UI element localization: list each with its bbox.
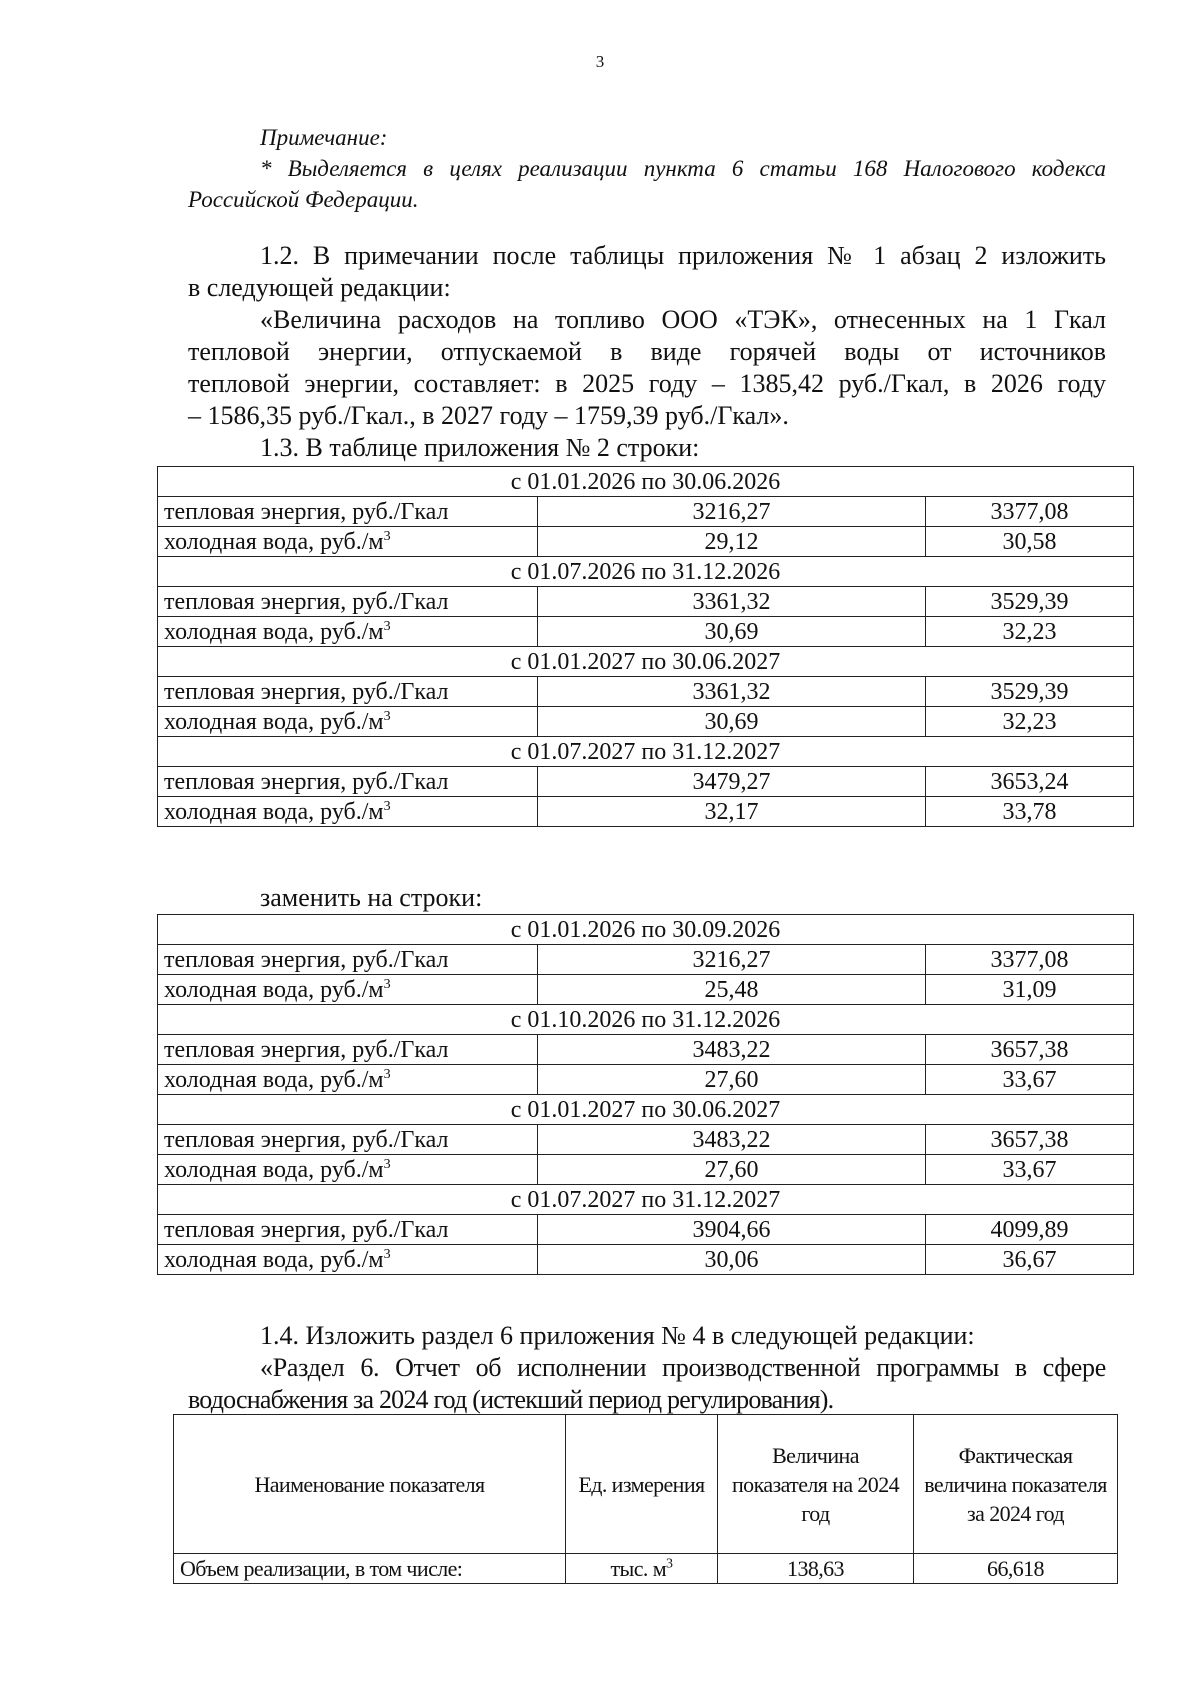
water-row <box>158 707 1134 737</box>
water-row <box>158 617 1134 647</box>
text-line: водоснабжения за 2024 год (истекший период регулирования). <box>188 1385 834 1414</box>
value-cell-1: 3483,22 <box>538 1035 926 1065</box>
paragraph-1-2 <box>188 240 1106 464</box>
period-row <box>158 1005 1134 1035</box>
value-cell-1: 3483,22 <box>538 1125 926 1155</box>
footnote-line: * Выделяется в целях реализации пункта 6 статьи 168 Налогового кодекса <box>260 156 1106 181</box>
label-text: тепловая энергия, руб./Гкал <box>164 498 449 525</box>
value-cell-2: 4099,89 <box>926 1215 1134 1245</box>
value-cell-1: 3361,32 <box>538 677 926 707</box>
value-cell-1: 27,60 <box>538 1155 926 1185</box>
water-row <box>158 1065 1134 1095</box>
text-line: «Величина расходов на топливо ООО «ТЭК», отнесенных на 1 Гкал <box>260 305 1106 334</box>
value-cell-1: 30,69 <box>538 707 926 737</box>
label-text: холодная вода, руб./м <box>164 1246 384 1273</box>
label-text: холодная вода, руб./м <box>164 798 384 825</box>
value-cell-2: 3657,38 <box>926 1125 1134 1155</box>
label-text: тепловая энергия, руб./Гкал <box>164 946 449 973</box>
heat-row <box>158 945 1134 975</box>
label-cell <box>158 677 538 707</box>
superscript: 3 <box>383 976 391 992</box>
period-cell: с 01.10.2026 по 31.12.2026 <box>158 1005 1134 1035</box>
label-cell <box>158 587 538 617</box>
water-row <box>158 975 1134 1005</box>
label-cell <box>158 1065 538 1095</box>
label-text: тепловая энергия, руб./Гкал <box>164 678 449 705</box>
header-cell: Фактическая величина показателя за 2024 год <box>914 1415 1118 1554</box>
label-cell <box>158 975 538 1005</box>
cell-plan: 138,63 <box>718 1554 914 1584</box>
report-row <box>174 1554 1118 1584</box>
period-cell: с 01.01.2026 по 30.09.2026 <box>158 915 1134 945</box>
label-text: тепловая энергия, руб./Гкал <box>164 1126 449 1153</box>
label-cell <box>158 945 538 975</box>
label-cell <box>158 1035 538 1065</box>
value-cell-1: 30,69 <box>538 617 926 647</box>
text-line: 1.3. В таблице приложения № 2 строки: <box>260 433 700 462</box>
label-text: тепловая энергия, руб./Гкал <box>164 1036 449 1063</box>
label-text: холодная вода, руб./м <box>164 618 384 645</box>
superscript: 3 <box>383 798 391 814</box>
value-cell-1: 32,17 <box>538 797 926 827</box>
superscript: 3 <box>666 1556 673 1572</box>
value-cell-2: 32,23 <box>926 617 1134 647</box>
cell-unit <box>566 1554 718 1584</box>
header-cell: Величина показателя на 2024 год <box>718 1415 914 1554</box>
period-row <box>158 915 1134 945</box>
heat-row <box>158 1125 1134 1155</box>
label-cell <box>158 527 538 557</box>
footnote-title: Примечание: <box>260 125 388 150</box>
label-text: холодная вода, руб./м <box>164 708 384 735</box>
period-row <box>158 467 1134 497</box>
unit-text: тыс. м <box>610 1556 667 1581</box>
value-cell-1: 3361,32 <box>538 587 926 617</box>
replace-label <box>188 882 1106 914</box>
period-row <box>158 647 1134 677</box>
value-cell-2: 33,67 <box>926 1155 1134 1185</box>
value-cell-1: 3216,27 <box>538 497 926 527</box>
header-cell: Ед. измерения <box>566 1415 718 1554</box>
period-row <box>158 557 1134 587</box>
text-line: в следующей редакции: <box>188 273 451 302</box>
value-cell-2: 3529,39 <box>926 677 1134 707</box>
value-cell-2: 36,67 <box>926 1245 1134 1275</box>
text-line: тепловой энергии, составляет: в 2025 году – 1385,42 руб./Гкал, в 2026 году <box>188 369 1106 398</box>
value-cell-2: 33,78 <box>926 797 1134 827</box>
cell-fact: 66,618 <box>914 1554 1118 1584</box>
page-number: 3 <box>595 52 605 71</box>
text-line: тепловой энергии, отпускаемой в виде горячей воды от источников <box>188 337 1106 366</box>
label-text: холодная вода, руб./м <box>164 1156 384 1183</box>
value-cell-2: 3529,39 <box>926 587 1134 617</box>
label-cell <box>158 497 538 527</box>
superscript: 3 <box>383 708 391 724</box>
label-cell <box>158 1155 538 1185</box>
value-cell-1: 27,60 <box>538 1065 926 1095</box>
heat-row <box>158 1035 1134 1065</box>
value-cell-1: 25,48 <box>538 975 926 1005</box>
value-cell-2: 3657,38 <box>926 1035 1134 1065</box>
label-cell <box>158 1215 538 1245</box>
text-line: 1.2. В примечании после таблицы приложения № 1 абзац 2 изложить <box>260 241 1106 270</box>
heat-row <box>158 677 1134 707</box>
superscript: 3 <box>383 1246 391 1262</box>
water-row <box>158 797 1134 827</box>
label-text: тепловая энергия, руб./Гкал <box>164 768 449 795</box>
report-header-row <box>174 1415 1118 1554</box>
text-line: 1.4. Изложить раздел 6 приложения № 4 в следующей редакции: <box>260 1321 975 1350</box>
value-cell-2: 3377,08 <box>926 497 1134 527</box>
label-cell <box>158 1125 538 1155</box>
label-text: холодная вода, руб./м <box>164 528 384 555</box>
value-cell-2: 3653,24 <box>926 767 1134 797</box>
footnote-line: Российской Федерации. <box>188 187 419 212</box>
water-row <box>158 1245 1134 1275</box>
period-cell: с 01.07.2027 по 31.12.2027 <box>158 737 1134 767</box>
label-text: холодная вода, руб./м <box>164 976 384 1003</box>
label-text: тепловая энергия, руб./Гкал <box>164 1216 449 1243</box>
superscript: 3 <box>383 1066 391 1082</box>
superscript: 3 <box>383 528 391 544</box>
label-cell <box>158 707 538 737</box>
report-table <box>173 1414 1118 1584</box>
value-cell-2: 3377,08 <box>926 945 1134 975</box>
label-cell <box>158 617 538 647</box>
period-row <box>158 737 1134 767</box>
value-cell-2: 30,58 <box>926 527 1134 557</box>
paragraph-1-4 <box>188 1320 1106 1416</box>
footnote <box>188 122 1106 215</box>
heat-row <box>158 497 1134 527</box>
period-cell: с 01.01.2027 по 30.06.2027 <box>158 1095 1134 1125</box>
heat-row <box>158 1215 1134 1245</box>
header-cell: Наименование показателя <box>174 1415 566 1554</box>
label-text: холодная вода, руб./м <box>164 1066 384 1093</box>
label-cell <box>158 1245 538 1275</box>
value-cell-1: 29,12 <box>538 527 926 557</box>
period-cell: с 01.01.2026 по 30.06.2026 <box>158 467 1134 497</box>
label-text: тепловая энергия, руб./Гкал <box>164 588 449 615</box>
label-cell <box>158 797 538 827</box>
superscript: 3 <box>383 1156 391 1172</box>
period-row <box>158 1095 1134 1125</box>
heat-row <box>158 587 1134 617</box>
heat-row <box>158 767 1134 797</box>
tariff-table-new <box>157 914 1134 1275</box>
text-line: заменить на строки: <box>260 883 483 912</box>
value-cell-2: 32,23 <box>926 707 1134 737</box>
superscript: 3 <box>383 618 391 634</box>
tariff-table-old <box>157 466 1134 827</box>
value-cell-1: 3479,27 <box>538 767 926 797</box>
text-line: «Раздел 6. Отчет об исполнении производственной программы в сфере <box>260 1353 1106 1382</box>
period-row <box>158 1185 1134 1215</box>
value-cell-1: 3904,66 <box>538 1215 926 1245</box>
water-row <box>158 527 1134 557</box>
cell-name: Объем реализации, в том числе: <box>174 1554 566 1584</box>
text-line: – 1586,35 руб./Гкал., в 2027 году – 1759,39 руб./Гкал». <box>188 401 789 430</box>
label-cell <box>158 767 538 797</box>
value-cell-1: 3216,27 <box>538 945 926 975</box>
water-row <box>158 1155 1134 1185</box>
period-cell: с 01.07.2027 по 31.12.2027 <box>158 1185 1134 1215</box>
value-cell-2: 33,67 <box>926 1065 1134 1095</box>
period-cell: с 01.07.2026 по 31.12.2026 <box>158 557 1134 587</box>
value-cell-2: 31,09 <box>926 975 1134 1005</box>
period-cell: с 01.01.2027 по 30.06.2027 <box>158 647 1134 677</box>
value-cell-1: 30,06 <box>538 1245 926 1275</box>
